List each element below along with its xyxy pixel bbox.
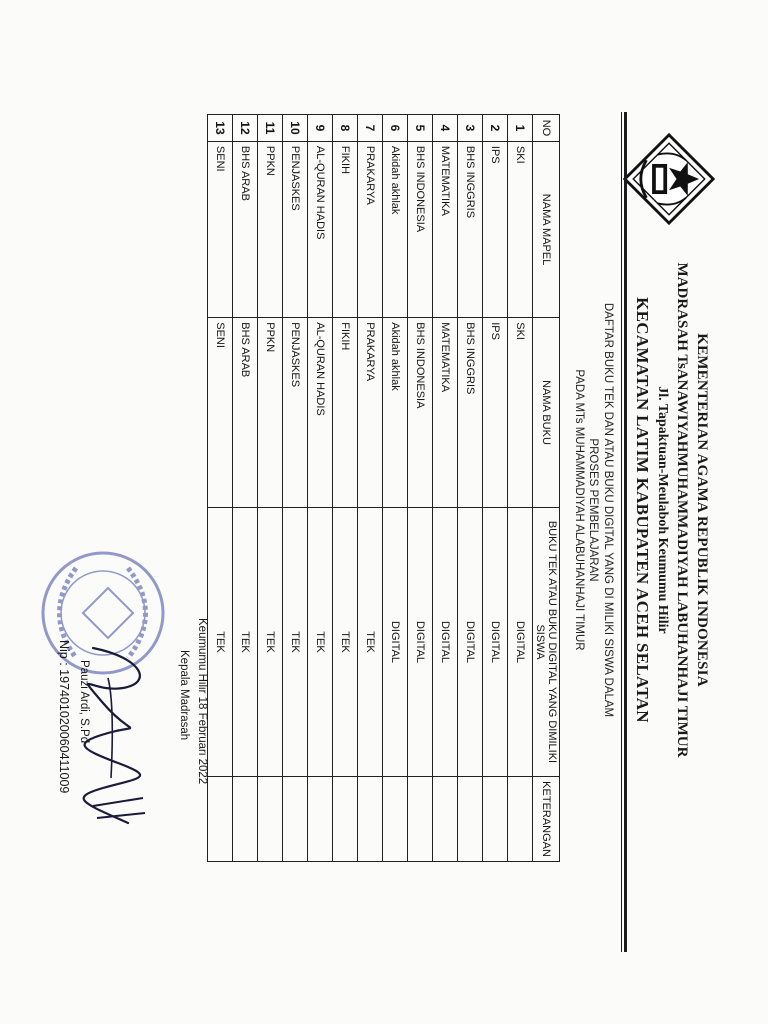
- doc-title-line3: PADA MTs MUHAMMADIYAH ALABUHANHAJI TIMUR: [573, 369, 585, 651]
- table-row: [208, 115, 233, 862]
- table-row: [433, 115, 458, 862]
- header-address: Jl. Tapaktuan-Meulaboh Keumumu Hilir: [655, 386, 670, 634]
- signatory-name: Pauzi Ardi, S.Pd: [78, 660, 90, 744]
- row-no: 12: [233, 115, 258, 142]
- row-tipe: TEK: [358, 507, 383, 776]
- table-row: [308, 115, 333, 862]
- row-tipe: TEK: [233, 507, 258, 776]
- table-row: [358, 115, 383, 862]
- row-keterangan: [208, 777, 233, 862]
- row-mapel: SENI: [208, 141, 233, 317]
- header-ministry: KEMENTERIAN AGAMA REPUBLIK INDONESIA: [694, 333, 710, 687]
- row-keterangan: [483, 777, 508, 862]
- table-row: [383, 115, 408, 862]
- row-keterangan: [358, 777, 383, 862]
- table-row: [258, 115, 283, 862]
- row-mapel: IPS: [483, 141, 508, 317]
- row-mapel: BHS INGGRIS: [458, 141, 483, 317]
- row-buku: MATEMATIKA: [433, 318, 458, 508]
- table-row: [283, 115, 308, 862]
- row-keterangan: [433, 777, 458, 862]
- row-no: 5: [408, 115, 433, 142]
- row-buku: BHS INDONESIA: [408, 318, 433, 508]
- row-tipe: DIGITAL: [433, 507, 458, 776]
- row-mapel: AL-QURAN HADIS: [308, 141, 333, 317]
- row-mapel: PENJASKES: [283, 141, 308, 317]
- row-keterangan: [258, 777, 283, 862]
- header-no: NO: [533, 115, 560, 142]
- row-no: 13: [208, 115, 233, 142]
- row-tipe: DIGITAL: [458, 507, 483, 776]
- row-tipe: TEK: [333, 507, 358, 776]
- row-buku: BHS INGGRIS: [458, 318, 483, 508]
- row-no: 6: [383, 115, 408, 142]
- row-keterangan: [383, 777, 408, 862]
- header-nama-mapel: NAMA MAPEL: [533, 141, 560, 317]
- row-keterangan: [308, 777, 333, 862]
- table-header-row: [533, 115, 560, 862]
- row-tipe: TEK: [308, 507, 333, 776]
- row-buku: AL-QURAN HADIS: [308, 318, 333, 508]
- row-buku: PENJASKES: [283, 318, 308, 508]
- header-nama-buku: NAMA BUKU: [533, 318, 560, 508]
- row-tipe: DIGITAL: [508, 507, 533, 776]
- row-no: 9: [308, 115, 333, 142]
- place-date: Keumumu Hilir 18 Februari 2022: [196, 618, 208, 785]
- row-mapel: Akidah akhlak: [383, 141, 408, 317]
- row-mapel: BHS INDONESIA: [408, 141, 433, 317]
- row-buku: PPKN: [258, 318, 283, 508]
- row-keterangan: [333, 777, 358, 862]
- row-no: 11: [258, 115, 283, 142]
- row-keterangan: [283, 777, 308, 862]
- header-jenis-buku: BUKU TEK ATAU BUKU DIGITAL YANG DIMILIKI SISWA: [533, 507, 560, 776]
- row-mapel: MATEMATIKA: [433, 141, 458, 317]
- row-no: 7: [358, 115, 383, 142]
- row-tipe: DIGITAL: [483, 507, 508, 776]
- header-keterangan: KETERANGAN: [533, 777, 560, 862]
- table-row: [408, 115, 433, 862]
- doc-title-line1: DAFTAR BUKU TEK DAN ATAU BUKU DIGITAL YANG DI MILIKI SISWA DALAM: [602, 302, 614, 718]
- row-no: 10: [283, 115, 308, 142]
- row-mapel: FIKIH: [333, 141, 358, 317]
- table-row: [458, 115, 483, 862]
- row-no: 4: [433, 115, 458, 142]
- row-buku: Akidah akhlak: [383, 318, 408, 508]
- row-buku: FIKIH: [333, 318, 358, 508]
- row-no: 1: [508, 115, 533, 142]
- header-school: MADRASAH TsANAWIYAHMUHAMMADIYAH LABUHANHAJI TIMUR: [674, 262, 690, 758]
- doc-title-line2: PROSES PEMBELAJARAN: [587, 438, 599, 582]
- header-divider-thick: [624, 112, 627, 952]
- table-row: [483, 115, 508, 862]
- row-mapel: SKI: [508, 141, 533, 317]
- signatory-nip: Nip : 197401020060411009: [57, 640, 71, 794]
- table-row: [508, 115, 533, 862]
- header-district: KECAMATAN LATIM KABUPATEN ACEH SELATAN: [633, 297, 652, 723]
- header-divider-thin: [621, 112, 622, 952]
- row-keterangan: [408, 777, 433, 862]
- row-buku: SENI: [208, 318, 233, 508]
- table-row: [333, 115, 358, 862]
- signatory-position: Kepala Madrasah: [178, 650, 190, 741]
- row-tipe: TEK: [258, 507, 283, 776]
- row-tipe: DIGITAL: [383, 507, 408, 776]
- row-no: 3: [458, 115, 483, 142]
- row-no: 8: [333, 115, 358, 142]
- row-mapel: PPKN: [258, 141, 283, 317]
- row-buku: BHS ARAB: [233, 318, 258, 508]
- row-buku: SKI: [508, 318, 533, 508]
- row-buku: IPS: [483, 318, 508, 508]
- row-keterangan: [458, 777, 483, 862]
- row-buku: PRAKARYA: [358, 318, 383, 508]
- row-keterangan: [233, 777, 258, 862]
- table-row: [233, 115, 258, 862]
- row-keterangan: [508, 777, 533, 862]
- subject-book-table: [207, 114, 560, 862]
- row-no: 2: [483, 115, 508, 142]
- row-mapel: PRAKARYA: [358, 141, 383, 317]
- row-mapel: BHS ARAB: [233, 141, 258, 317]
- row-tipe: DIGITAL: [408, 507, 433, 776]
- ministry-logo-icon: [622, 132, 716, 226]
- row-tipe: TEK: [208, 507, 233, 776]
- row-tipe: TEK: [283, 507, 308, 776]
